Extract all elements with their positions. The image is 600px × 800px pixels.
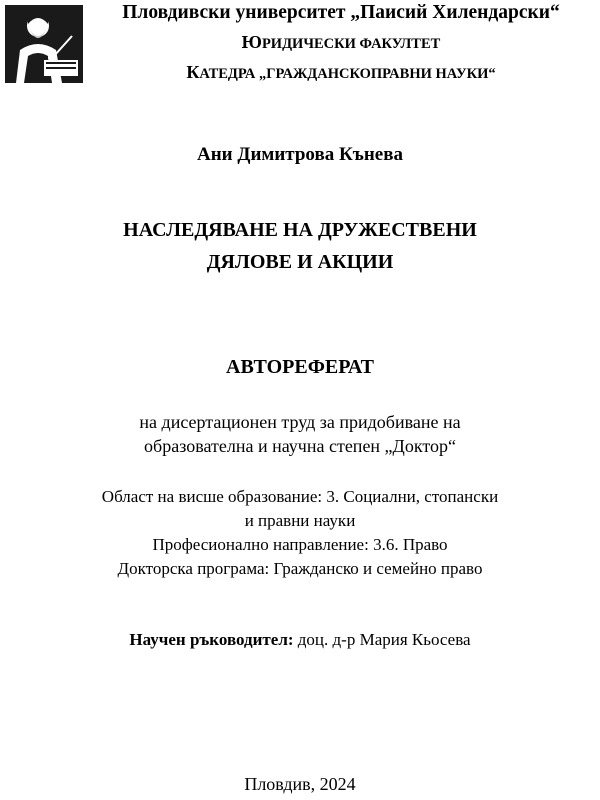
place-year: Пловдив, 2024 bbox=[244, 774, 356, 794]
university-name: Пловдивски университет „Паисий Хилендарски“ bbox=[122, 2, 560, 23]
title-line-1: НАСЛЕДЯВАНЕ НА ДРУЖЕСТВЕНИ bbox=[123, 219, 477, 241]
purpose-line-2: образователна и научна степен „Доктор“ bbox=[144, 436, 456, 456]
supervisor-label: Научен ръководител: bbox=[129, 630, 294, 649]
field-line-4: Докторска програма: Гражданско и семейно право bbox=[117, 559, 483, 578]
purpose-text bbox=[0, 410, 600, 458]
title-line-2: ДЯЛОВЕ И АКЦИИ bbox=[206, 251, 394, 273]
author-name: Ани Димитрова Кънева bbox=[197, 144, 403, 165]
faculty-name: ЮРИДИЧЕСКИ ФАКУЛТЕТ bbox=[241, 32, 441, 52]
purpose-line-1: на дисертационен труд за придобиване на bbox=[139, 412, 461, 432]
university-seal-icon bbox=[2, 2, 86, 86]
supervisor bbox=[0, 630, 600, 650]
department-name: КАТЕДРА „ГРАЖДАНСКОПРАВНИ НАУКИ“ bbox=[186, 62, 496, 82]
field-info bbox=[0, 485, 600, 581]
dissertation-title bbox=[0, 214, 600, 278]
field-line-1: Област на висше образование: 3. Социални, стопански bbox=[101, 487, 499, 506]
supervisor-name: доц. д-р Мария Кьосева bbox=[293, 630, 471, 649]
field-line-3: Професионално направление: 3.6. Право bbox=[152, 535, 448, 554]
field-line-2: и правни науки bbox=[244, 511, 356, 530]
document-type: АВТОРЕФЕРАТ bbox=[226, 356, 374, 378]
university-logo bbox=[2, 2, 86, 86]
